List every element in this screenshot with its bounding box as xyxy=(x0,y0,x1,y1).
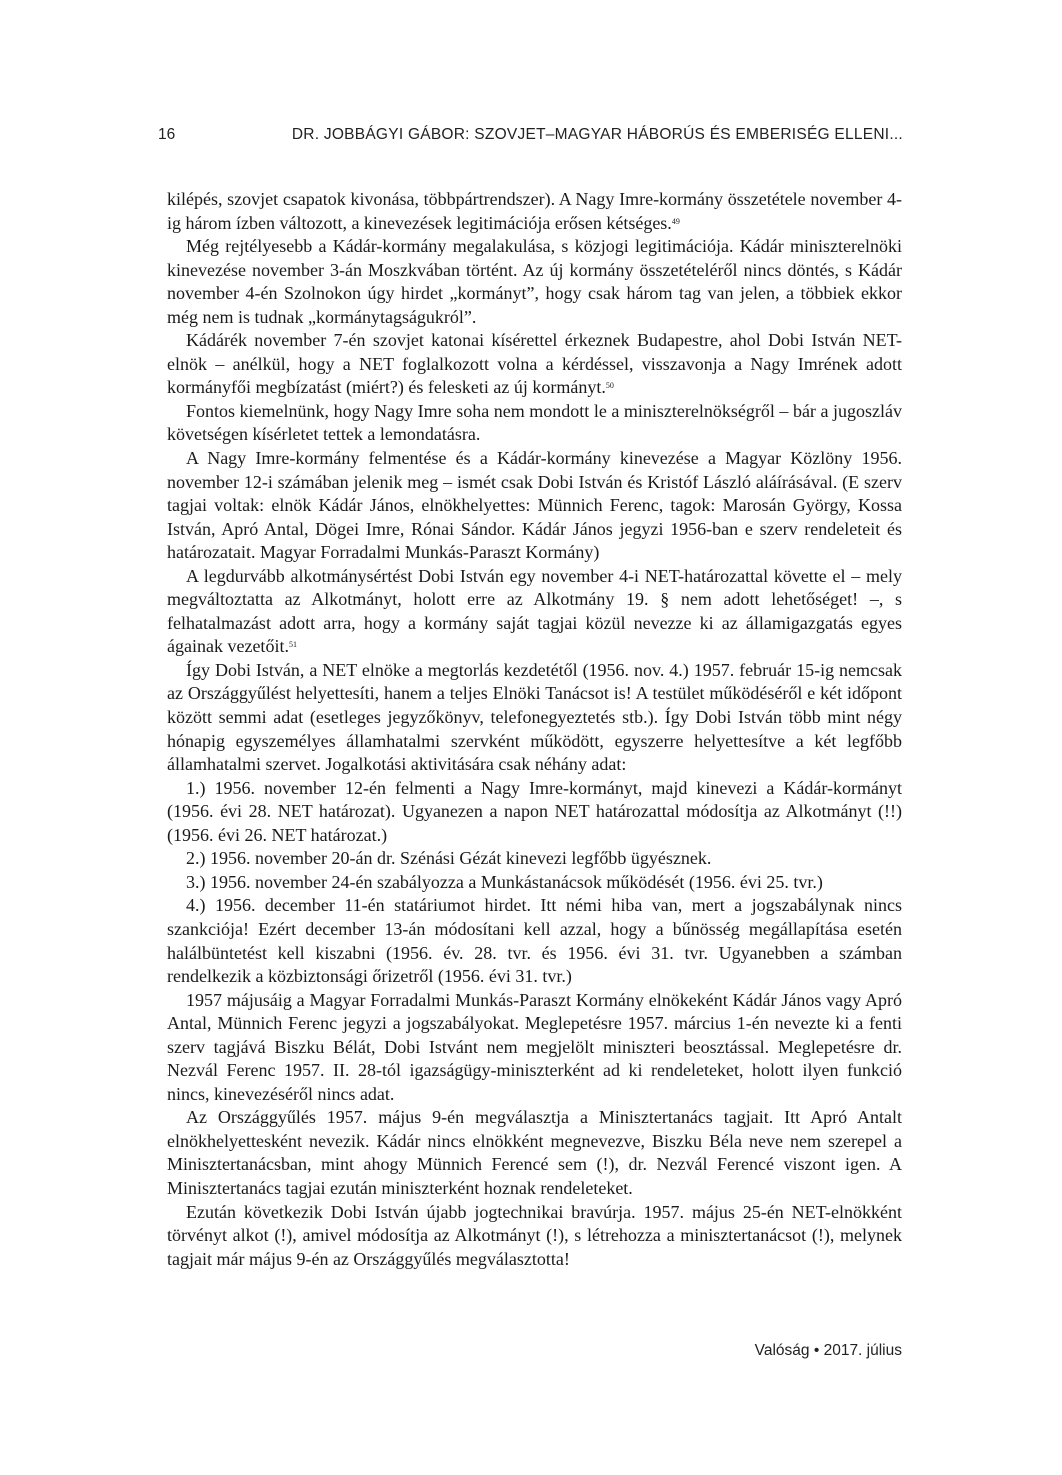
paragraph: Még rejtélyesebb a Kádár-kormány megalakulása, s közjogi legitimációja. Kádár miniszterelnöki kinevezése november 3-án Moszkvában történt. Az új kormány összetételéről nincs döntés, s Kádár november 4-én Szolnokon úgy hirdet „kormányt”, hogy csak három tag van jelen, a többiek ekkor még nem is tudnak „kormánytagságukról”. xyxy=(167,236,902,327)
page-header xyxy=(158,126,903,148)
list-item: 3.) 1956. november 24-én szabályozza a Munkástanácsok működését (1956. évi 25. tvr.) xyxy=(186,871,823,892)
footnote-ref[interactable]: 50 xyxy=(605,381,614,391)
footnote-ref[interactable]: 49 xyxy=(671,216,680,226)
page-footer xyxy=(755,1342,902,1360)
article-body xyxy=(167,188,902,1271)
journal-name: Valóság xyxy=(754,1342,810,1359)
paragraph: Így Dobi István, a NET elnöke a megtorlás kezdetétől (1956. nov. 4.) 1957. február 15-ig nemcsak az Országgyűlést helyettesíti, hanem a teljes Elnöki Tanácsot is! A testület működéséről e két időpont között semmi adat (esetleges jegyzőkönyv, telefonegyeztetés stb.). Így Dobi István több mint négy hónapig egyszemélyes államhatalmi szervként működött, egyszerre helyettesítve a két legfőbb államhatalmi szervet. Jogalkotási aktivitására csak néhány adat: xyxy=(167,659,902,775)
paragraph: kilépés, szovjet csapatok kivonása, többpártrendszer). A Nagy Imre-kormány összetétele november 4-ig három ízben változott, a kinevezések legitimációja erősen kétséges.$^{49}$ xyxy=(167,189,902,233)
list-item: 2.) 1956. november 20-án dr. Szénási Gézát kinevezi legfőbb ügyésznek. xyxy=(186,848,712,869)
paragraph: 1957 májusáig a Magyar Forradalmi Munkás-Paraszt Kormány elnökeként Kádár János vagy Apró Antal, Münnich Ferenc jegyzi a jogszabályokat. Meglepetésre 1957. március 1-én nevezte ki a fenti szerv tagjává Biszku Bélát, Dobi Istvánt nem megjelölt miniszteri beosztással. Meglepetésre dr. Nezvál Ferenc 1957. II. 28-tól igazságügy-miniszterként ad ki rendeleteket, holott ilyen funkció nincs, kinevezéséről nincs adat. xyxy=(167,989,902,1104)
page-number: 16 xyxy=(158,126,176,143)
issue-date: 2017. július xyxy=(823,1342,902,1359)
paragraph: Fontos kiemelnünk, hogy Nagy Imre soha nem mondott le a miniszterelnökségről – bár a jugoszláv követségen kísérletet tettek a lemondatásra. xyxy=(167,400,902,445)
paragraph: A legdurvább alkotmánysértést Dobi István egy november 4-i NET-határozattal követte el – mely megváltoztatta az Alkotmányt, holott erre az Alkotmány 19. § nem adott lehetőséget! –, s felhatalmazást adott arra, hogy a kormány saját tagjai közül nevezze ki az államigazgatás egyes ágainak vezetőit.$^{51}$ xyxy=(167,565,902,657)
paragraph: Az Országgyűlés 1957. május 9-én megválasztja a Minisztertanács tagjait. Itt Apró Antalt elnökhelyettesként nevezik. Kádár nincs elnökként megnevezve, Biszku Béla neve nem szerepel a Minisztertanácsban, mint ahogy Münnich Ferencé sem (!), dr. Nezvál Ferencé viszont igen. A Minisztertanács tagjai ezután miniszterként hoznak rendeleteket. xyxy=(167,1107,902,1198)
list-item: 1.) 1956. november 12-én felmenti a Nagy Imre-kormányt, majd kinevezi a Kádár-kormányt (1956. évi 28. NET határozat). Ugyanezen a napon NET határozattal módosítja az Alkotmányt (!!) (1956. évi 26. NET határozat.) xyxy=(167,777,902,845)
paragraph: Kádárék november 7-én szovjet katonai kísérettel érkeznek Budapestre, ahol Dobi István NET-elnök – anélkül, hogy a NET foglalkozott volna a kérdéssel, visszavonja a Nagy Imrének adott kormányfői megbízatást (miért?) és felesketi az új kormányt.$^{50}$ xyxy=(167,330,902,398)
list-item: 4.) 1956. december 11-én statáriumot hirdet. Itt némi hiba van, mert a jogszabálynak nincs szankciója! Ezért december 13-án módosítani kell azzal, hogy a bűnösség megállapítása esetén halálbüntetést kell kiszabni (1956. év. 28. tvr. és 1956. évi 31. tvr. Ugyanebben a számban rendelkezik a közbiztonsági őrizetről (1956. évi 31. tvr.) xyxy=(167,895,902,987)
running-title: DR. JOBBÁGYI GÁBOR: SZOVJET–MAGYAR HÁBORÚS ÉS EMBERISÉG ELLENI... xyxy=(291,126,903,143)
paragraph: A Nagy Imre-kormány felmentése és a Kádár-kormány kinevezése a Magyar Közlöny 1956. november 12-i számában jelenik meg – ismét csak Dobi István és Kristóf László aláírásával. (E szerv tagjai voltak: elnök Kádár János, elnökhelyettes: Münnich Ferenc, tagok: Marosán György, Kossa István, Apró Antal, Dögei Imre, Rónai Sándor. Kádár János jegyzi 1956-ban e szerv rendeleteit és határozatait. Magyar Forradalmi Munkás-Paraszt Kormány) xyxy=(167,448,902,563)
paragraph: Ezután következik Dobi István újabb jogtechnikai bravúrja. 1957. május 25-én NET-elnökként törvényt alkot (!), amivel módosítja az Alkotmányt (!), s létrehozza a minisztertanácsot (!), melynek tagjait már május 9-én az Országgyűlés megválasztotta! xyxy=(167,1201,902,1269)
footer-separator: • xyxy=(813,1342,820,1359)
footnote-ref[interactable]: 51 xyxy=(288,640,297,650)
